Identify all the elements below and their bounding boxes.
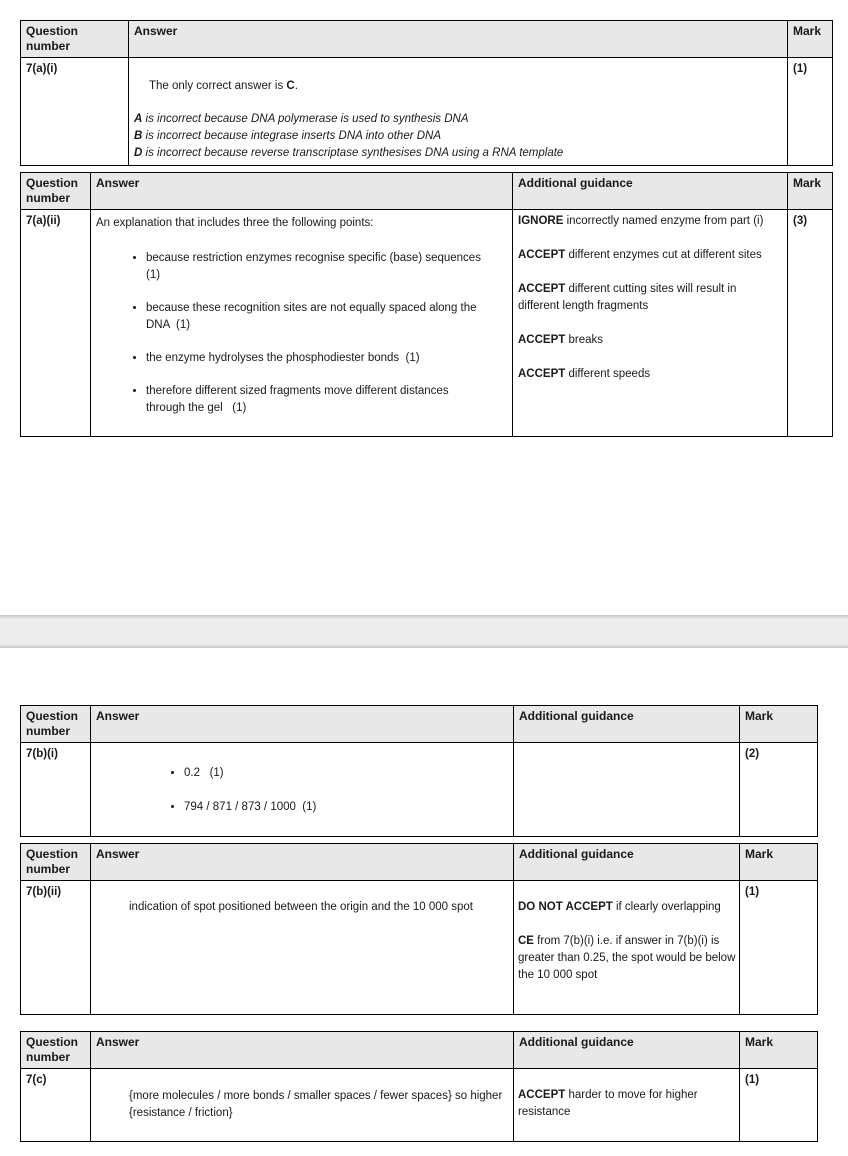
answer-bullet-list xyxy=(96,765,508,816)
mark-cell: (3) xyxy=(788,210,833,437)
question-number-header: Question number xyxy=(21,844,91,881)
answer-text: {more molecules / more bonds / smaller spaces / fewer spaces} so higher {resistance / friction} xyxy=(129,1090,503,1119)
mark-cell: (2) xyxy=(740,743,818,837)
answer-header: Answer xyxy=(129,21,788,58)
distractor-explanations xyxy=(134,111,782,162)
guidance-cell xyxy=(514,743,740,837)
guidance-item: CE from 7(b)(i) i.e. if answer in 7(b)(i) is greater than 0.25, the spot would be below the 10 000 spot xyxy=(518,935,736,981)
mark-header: Mark xyxy=(788,21,833,58)
distractor-line-a: A is incorrect because DNA polymerase is used to synthesis DNA xyxy=(134,113,469,125)
answer-bullet-list xyxy=(96,250,507,417)
guidance-cell xyxy=(514,881,740,1015)
distractor-line-d: D is incorrect because reverse transcriptase synthesises DNA using a RNA template xyxy=(134,147,564,159)
answer-cell xyxy=(91,743,514,837)
correct-answer-line: The only correct answer is C. xyxy=(149,80,298,92)
question-number-cell: 7(b)(ii) xyxy=(21,881,91,1015)
guidance-header: Additional guidance xyxy=(514,844,740,881)
guidance-item: ACCEPT different enzymes cut at different sites xyxy=(518,249,762,261)
mark-scheme-table-7aii xyxy=(20,172,833,437)
bullet-point: • 0.2 (1) xyxy=(184,765,508,782)
guidance-item: DO NOT ACCEPT if clearly overlapping xyxy=(518,901,721,913)
answer-cell xyxy=(91,881,514,1015)
question-number-cell: 7(a)(ii) xyxy=(21,210,91,437)
answer-header: Answer xyxy=(91,173,513,210)
mark-scheme-table-7bi xyxy=(20,705,818,837)
answer-cell xyxy=(91,210,513,437)
bullet-point: • the enzyme hydrolyses the phosphodiester bonds (1) xyxy=(146,350,507,367)
mark-scheme-table-7c xyxy=(20,1031,818,1142)
mark-header: Mark xyxy=(788,173,833,210)
answer-header: Answer xyxy=(91,844,514,881)
mark-cell: (1) xyxy=(788,58,833,166)
page-separator xyxy=(0,615,848,648)
question-number-header: Question number xyxy=(21,1032,91,1069)
answer-header: Answer xyxy=(91,706,514,743)
answer-stem: An explanation that includes three the following points: xyxy=(96,217,374,229)
mark-scheme-table-7bii xyxy=(20,843,818,1015)
bullet-point: • because restriction enzymes recognise specific (base) sequences (1) xyxy=(146,250,507,284)
guidance-header: Additional guidance xyxy=(514,1032,740,1069)
guidance-item: ACCEPT different speeds xyxy=(518,368,651,380)
guidance-header: Additional guidance xyxy=(513,173,788,210)
question-number-header: Question number xyxy=(21,706,91,743)
question-number-cell: 7(c) xyxy=(21,1069,91,1142)
bullet-point: • because these recognition sites are not equally spaced along the DNA (1) xyxy=(146,300,507,334)
guidance-item: ACCEPT breaks xyxy=(518,334,603,346)
question-number-header: Question number xyxy=(21,21,129,58)
guidance-header: Additional guidance xyxy=(514,706,740,743)
answer-text: indication of spot positioned between the origin and the 10 000 spot xyxy=(129,901,473,913)
mark-header: Mark xyxy=(740,1032,818,1069)
guidance-item: ACCEPT different cutting sites will result in different length fragments xyxy=(518,283,737,312)
guidance-cell xyxy=(514,1069,740,1142)
bullet-point: • 794 / 871 / 873 / 1000 (1) xyxy=(184,799,508,816)
question-number-header: Question number xyxy=(21,173,91,210)
mark-header: Mark xyxy=(740,706,818,743)
answer-cell xyxy=(129,58,788,166)
question-number-cell: 7(b)(i) xyxy=(21,743,91,837)
bullet-point: • therefore different sized fragments move different distances through the gel (1) xyxy=(146,383,507,417)
guidance-cell xyxy=(513,210,788,437)
distractor-line-b: B is incorrect because integrase inserts DNA into other DNA xyxy=(134,130,442,142)
mark-header: Mark xyxy=(740,844,818,881)
mark-cell: (1) xyxy=(740,881,818,1015)
answer-header: Answer xyxy=(91,1032,514,1069)
answer-cell xyxy=(91,1069,514,1142)
mark-cell: (1) xyxy=(740,1069,818,1142)
mark-scheme-table-7ai xyxy=(20,20,833,166)
guidance-item: IGNORE incorrectly named enzyme from part (i) xyxy=(518,215,764,227)
guidance-item: ACCEPT harder to move for higher resistance xyxy=(518,1089,698,1118)
question-number-cell: 7(a)(i) xyxy=(21,58,129,166)
